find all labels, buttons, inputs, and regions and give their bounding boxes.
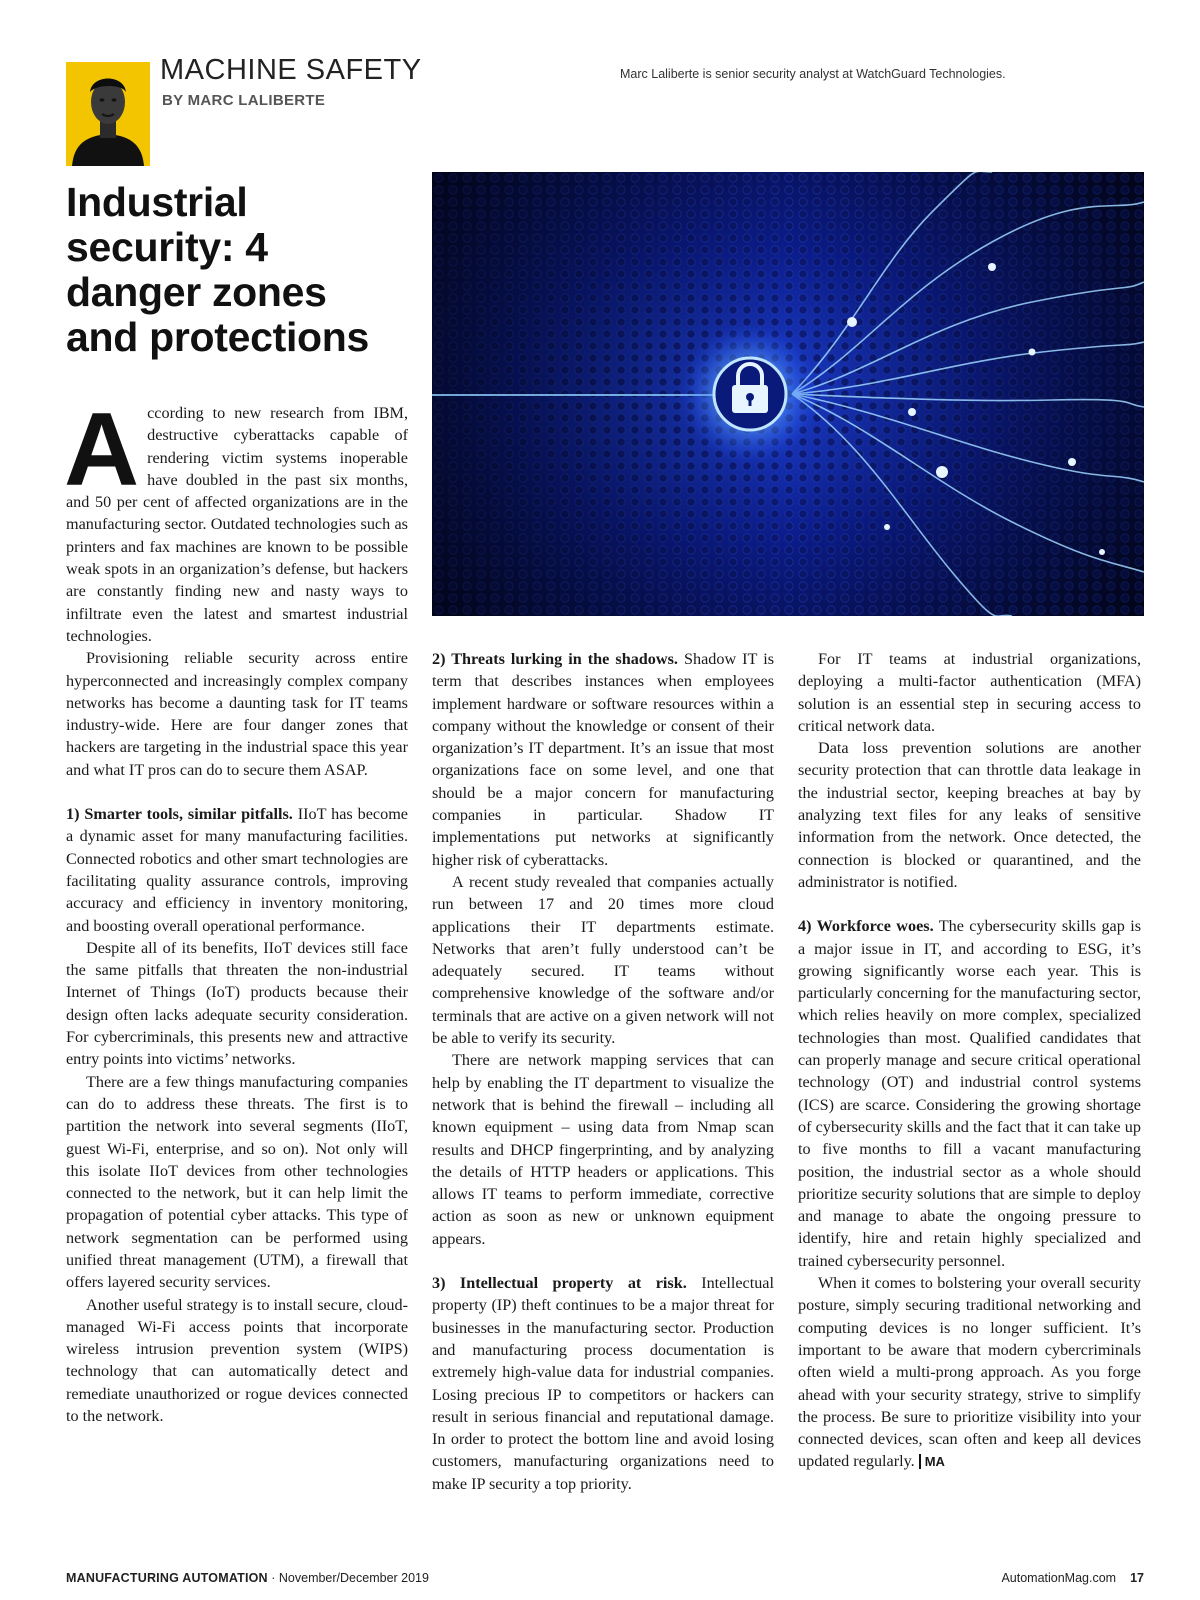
issue-date: · November/December 2019 bbox=[267, 1571, 429, 1585]
section-3-paragraph-1 bbox=[432, 1272, 774, 1495]
section-2-paragraph-3: There are network mapping services that can help by enabling the IT department to visualize the network that is behind the firewall – including all known equipment – using data from Nmap scan results and DHCP fingerprinting, and by analyzing the details of HTTP headers or applications. This allows IT teams to perform immediate, corrective action as soon as new or unknown equipment appears. bbox=[432, 1051, 774, 1248]
section-2-paragraph-2: A recent study revealed that companies actually run between 17 and 20 times more cloud applications their IT departments estimate. Networks that aren’t fully understood can’t be adequately secured. IT teams without comprehensive knowledge of the software and/or terminals that are active on a given network will not be able to verify its security. bbox=[432, 872, 774, 1048]
author-portrait-illustration bbox=[66, 62, 150, 166]
section-4-heading: 4) Workforce woes. bbox=[798, 917, 934, 936]
drop-cap: A bbox=[64, 392, 140, 508]
cybersecurity-lock-illustration bbox=[432, 172, 1144, 616]
section-4-paragraph-1 bbox=[798, 915, 1141, 1272]
section-3-paragraph-3: Data loss prevention solutions are another security protection that can throttle data leakage in the industrial sector, keeping breaches at bay by analyzing text files for any leaks of sensitive information from the network. Once detected, the connection is blocked or quarantined, and the administrator is notified. bbox=[798, 739, 1141, 891]
article-column-3 bbox=[798, 648, 1141, 1474]
publication-name: MANUFACTURING AUTOMATION bbox=[66, 1571, 268, 1585]
article-column-2 bbox=[432, 648, 774, 1495]
section-4-paragraph-2 bbox=[798, 1272, 1141, 1474]
page-number: 17 bbox=[1130, 1571, 1144, 1585]
byline: BY MARC LALIBERTE bbox=[162, 92, 326, 109]
intro-paragraph-2: Provisioning reliable security across entire hyperconnected and increasingly complex company networks has become a daunting task for IT teams industry-wide. Here are four danger zones that hackers are targeting in the industrial space this year and what IT pros can do to secure them ASAP. bbox=[66, 649, 408, 779]
section-2-paragraph-1 bbox=[432, 648, 774, 871]
section-4-text: The cybersecurity skills gap is a major issue in IT, and according to ESG, it’s growing significantly worse each year. This is particularly concerning for the manufacturing sector, which relies heavily on more complex, specialized technologies than most. Qualified candidates that can properly manage and secure critical operational technology (OT) and industrial control systems (ICS) are scarce. Considering the growing shortage of cybersecurity skills and the fact that it can take up to five months to fill a vacant manufacturing position, the industrial sector as a whole should prioritize security solutions that are simple to deploy and manage to abate the ongoing pressure to identify, hire and retain highly specialized and trained cybersecurity personnel. bbox=[798, 917, 1142, 1270]
section-3-heading: 3) Intellectual property at risk. bbox=[432, 1274, 687, 1293]
article-column-1 bbox=[64, 392, 408, 1427]
section-1-paragraph-3: There are a few things manufacturing companies can do to address these threats. The first is to partition the network into several segments (IIoT, guest Wi-Fi, enterprise, and so on). Not only will this isolate IIoT devices from other technologies connected to the network, but it can help limit the propagation of potential cyber attacks. This type of network segmentation can be performed using unified threat management (UTM), a firewall that offers layered security services. bbox=[66, 1072, 408, 1292]
footer-publication bbox=[66, 1571, 429, 1585]
section-1-paragraph-1 bbox=[66, 803, 408, 937]
closing-text: When it comes to bolstering your overall security posture, simply securing traditional networking and computing devices is no longer sufficient. It’s important to be aware that modern cybercriminals often wield a multi-prong approach. As you forge ahead with your security strategy, strive to simplify the process. Be sure to prioritize visibility into your connected devices, scan often and keep all devices updated regularly. bbox=[798, 1274, 1141, 1471]
section-3-text: Intellectual property (IP) theft continues to be a major threat for businesses in the manufacturing sector. Production and manufacturing process documentation is extremely high-value data for industrial companies. Losing precious IP to competitors or hackers can result in serious financial and reputational damage. In order to protect the bottom line and avoid losing customers, manufacturing organizations need to make IP security a top priority. bbox=[432, 1274, 774, 1493]
article-headline: Industrial security: 4 danger zones and protections bbox=[66, 179, 370, 360]
section-2-heading: 2) Threats lurking in the shadows. bbox=[432, 650, 678, 668]
website-link[interactable]: AutomationMag.com bbox=[1001, 1571, 1117, 1585]
section-1-paragraph-2: Despite all of its benefits, IIoT devices still face the same pitfalls that threaten the non-industrial Internet of Things (IoT) products because their design often lacks adequate security consideration. For cybercriminals, this presents new and attractive entry points into victims’ networks. bbox=[66, 938, 408, 1069]
section-1-heading: 1) Smarter tools, similar pitfalls. bbox=[66, 805, 293, 824]
author-headshot bbox=[66, 62, 150, 166]
intro-paragraph-1: ccording to new research from IBM, destructive cyberattacks capable of rendering victim systems inoperable have doubled in the past six months, and 50 per cent of affected organizations are in the manufacturing sector. Outdated technologies such as printers and fax machines are known to be possible weak spots in an organization’s defense, but hackers are constantly finding new and nasty ways to infiltrate even the latest and smartest industrial technologies. bbox=[66, 404, 408, 645]
author-note: Marc Laliberte is senior security analyst at WatchGuard Technologies. bbox=[620, 67, 1006, 81]
footer-website bbox=[1001, 1571, 1144, 1585]
section-1-paragraph-4: Another useful strategy is to install secure, cloud-managed Wi-Fi access points that incorporate wireless intrusion prevention system (WIPS) technology that can automatically detect and remediate unauthorized or rogue devices connected to the network. bbox=[66, 1295, 408, 1426]
end-mark: MA bbox=[919, 1454, 945, 1469]
section-3-paragraph-2: For IT teams at industrial organizations, deploying a multi-factor authentication (MFA) solution is an essential step in securing access to critical network data. bbox=[798, 650, 1141, 735]
section-title: MACHINE SAFETY bbox=[160, 54, 422, 86]
hero-image bbox=[432, 172, 1144, 616]
section-1-text: IIoT has become a dynamic asset for many manufacturing facilities. Connected robotics and other smart technologies are facilitating quality assurance controls, improving accuracy and efficiency in inventory monitoring, and boosting overall operational performance. bbox=[66, 805, 408, 935]
section-2-text: Shadow IT is term that describes instances when employees implement hardware or software resources within a company without the knowledge or consent of their organization’s IT department. It’s an issue that most organizations face on some level, and one that should be a major concern for manufacturing companies in particular. Shadow IT implementations put networks at significantly higher risk of cyberattacks. bbox=[432, 650, 774, 869]
